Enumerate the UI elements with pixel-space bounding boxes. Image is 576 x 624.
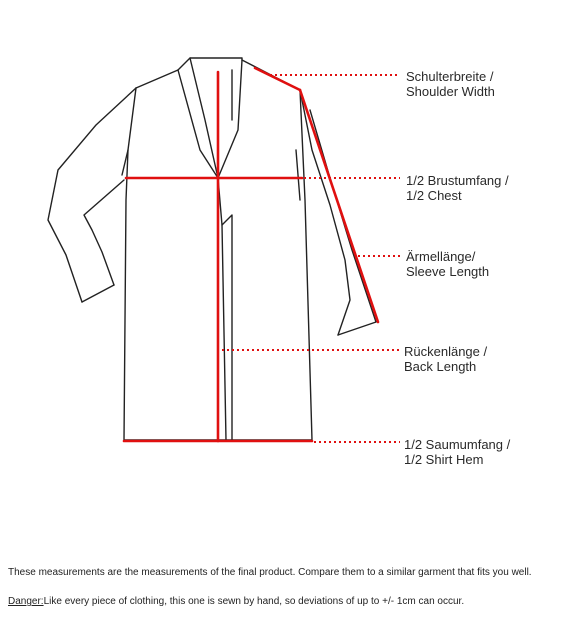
measurement-lines	[124, 68, 378, 441]
garment-outline	[48, 58, 376, 440]
chest-label: 1/2 Brustumfang / 1/2 Chest	[406, 173, 509, 203]
shoulder-width-label: Schulterbreite / Shoulder Width	[406, 69, 495, 99]
sleeve-length-line	[300, 90, 378, 322]
danger-label: Danger:	[8, 596, 44, 607]
back-length-label: Rückenlänge / Back Length	[404, 344, 488, 374]
shoulder-width-line	[255, 68, 300, 90]
danger-note	[8, 596, 464, 608]
sleeve-length-label: Ärmellänge/ Sleeve Length	[406, 249, 490, 279]
danger-text: Like every piece of clothing, this one is sewn by hand, so deviations of up to +/- 1cm can occur.	[43, 596, 465, 607]
final-product-note: These measurements are the measurements of the final product. Compare them to a similar garment that fits you well.	[8, 567, 532, 578]
hem-label: 1/2 Saumumfang / 1/2 Shirt Hem	[404, 437, 511, 467]
